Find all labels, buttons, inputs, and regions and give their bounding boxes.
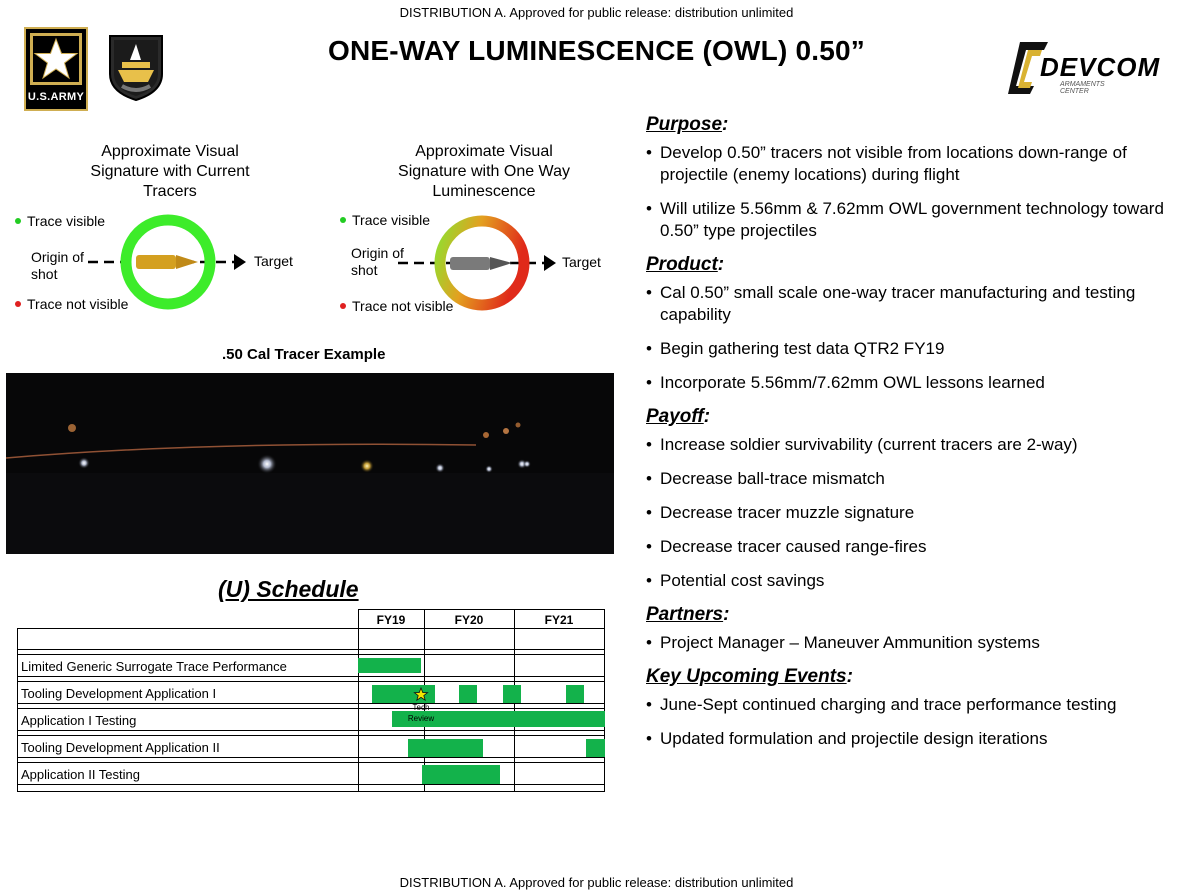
owl-target-label: Target [562,254,601,270]
schedule-bar [358,658,421,673]
schedule-row-label: Tooling Development Application II [21,740,220,755]
distribution-statement-top: DISTRIBUTION A. Approved for public release: distribution unlimited [399,5,794,20]
purpose-list [646,142,1181,242]
list-item: • June-Sept continued charging and trace performance testing [646,694,1181,716]
current-origin-line-2: shot [31,266,58,282]
events-list [646,694,1181,750]
red-dot-icon [340,303,346,309]
owl-heading-line-2: Signature with One Way [398,163,570,180]
current-tracer-diagram [88,212,248,312]
list-item: • Decrease tracer muzzle signature [646,502,1181,524]
events-heading: Key Upcoming Events: [646,666,853,687]
owl-origin-label [351,245,404,279]
owl-heading-line-1: Approximate Visual [415,143,553,160]
schedule-bar [422,765,500,784]
year-label-fy20: FY20 [454,613,484,627]
army-logo-text: U.S.ARMY [27,91,85,103]
list-item: • Develop 0.50” tracers not visible from locations down-range of projectile (enemy locations) during flight [646,142,1181,186]
owl-trace-visible-label: Trace visible [352,212,431,228]
schedule-row-label: Application I Testing [21,713,137,728]
milestone-label-line-2: Review [407,714,435,723]
partners-list [646,632,1181,654]
schedule-gantt-chart [17,609,605,793]
list-item: • Potential cost savings [646,570,1181,592]
devcom-logo-subtext [1060,81,1105,95]
list-item: • Will utilize 5.56mm & 7.62mm OWL government technology toward 0.50” type projectiles [646,198,1181,242]
product-list [646,282,1181,394]
schedule-bar [408,739,483,757]
current-trace-not-visible-label: Trace not visible [27,296,129,312]
list-item: • Decrease tracer caused range-fires [646,536,1181,558]
partners-heading-text: Partners [646,604,724,625]
partners-heading: Partners: [646,604,730,625]
purpose-heading: Purpose: [646,114,729,135]
current-tracer-heading [70,142,270,202]
schedule-bar [586,739,605,757]
current-target-label: Target [254,253,293,269]
owl-trace-not-visible-label: Trace not visible [352,298,454,314]
schedule-title: (U) Schedule [218,576,359,602]
schedule-row-label: Application II Testing [21,767,140,782]
devcom-logo-text: DEVCOM [1040,52,1161,82]
info-column [646,110,1181,762]
schedule-row-label: Limited Generic Surrogate Trace Performance [21,659,287,674]
list-item: • Updated formulation and projectile design iterations [646,728,1181,750]
green-dot-icon [340,217,346,223]
schedule-row-label: Tooling Development Application I [21,686,217,701]
owl-tracer-heading [384,142,584,202]
current-heading-line-1: Approximate Visual [101,143,239,160]
current-origin-label [31,249,84,283]
owl-origin-line-2: shot [351,262,378,278]
year-label-fy21: FY21 [544,613,574,627]
list-item: • Incorporate 5.56mm/7.62mm OWL lessons learned [646,372,1181,394]
purpose-heading-text: Purpose [646,114,723,135]
milestone-label-line-1: Tech [412,703,430,712]
events-heading-text: Key Upcoming Events [646,666,847,687]
owl-tracer-diagram [398,212,558,312]
devcom-sub-line-1: ARMAMENTS [1060,81,1105,88]
list-item: • Cal 0.50” small scale one-way tracer manufacturing and testing capability [646,282,1181,326]
green-dot-icon [15,218,21,224]
owl-heading-line-3: Luminescence [432,183,536,200]
schedule-bar [503,685,521,703]
current-origin-line-1: Origin of [31,249,84,265]
list-item: • Project Manager – Maneuver Ammunition systems [646,632,1181,654]
tracer-night-photo [6,373,614,554]
tracer-example-label: .50 Cal Tracer Example [222,346,386,363]
list-item: • Increase soldier survivability (current tracers are 2-way) [646,434,1181,456]
schedule-bar [459,685,477,703]
product-heading: Product: [646,254,725,275]
list-item: • Begin gathering test data QTR2 FY19 [646,338,1181,360]
year-label-fy19: FY19 [376,613,406,627]
payoff-list [646,434,1181,592]
payoff-heading-text: Payoff [646,406,704,427]
list-item: • Decrease ball-trace mismatch [646,468,1181,490]
command-shield-icon [108,34,164,102]
page-title: ONE-WAY LUMINESCENCE (OWL) 0.50” [328,35,865,66]
distribution-statement-bottom: DISTRIBUTION A. Approved for public release: distribution unlimited [399,875,794,890]
us-army-logo [24,27,88,111]
schedule-bar [566,685,584,703]
payoff-heading: Payoff: [646,406,711,427]
owl-origin-line-1: Origin of [351,245,404,261]
current-heading-line-3: Tracers [143,183,197,200]
devcom-sub-line-2: CENTER [1060,88,1089,95]
red-dot-icon [15,301,21,307]
product-heading-text: Product [646,254,718,275]
army-star-icon [30,33,82,85]
current-trace-visible-label: Trace visible [27,213,106,229]
current-heading-line-2: Signature with Current [90,163,250,180]
